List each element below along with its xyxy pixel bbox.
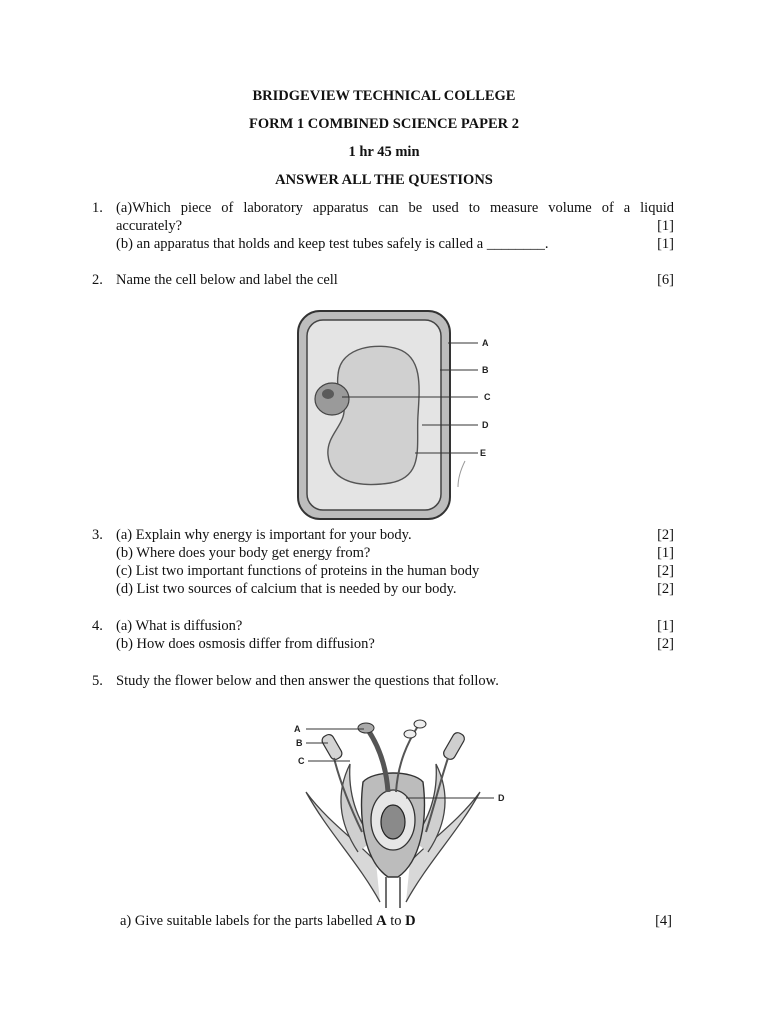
question-3c: (c) List two important functions of proteins in the human body: [116, 563, 480, 579]
question-5-text: Study the flower below and then answer the questions that follow.: [116, 673, 499, 689]
mark: [2]: [657, 527, 674, 543]
question-3: [92, 526, 674, 598]
question-number: 2.: [92, 272, 103, 288]
flower-label-b: B: [296, 738, 303, 748]
cell-label-e: E: [480, 448, 487, 458]
nucleus: [315, 383, 349, 415]
stalk: [386, 877, 400, 908]
mark: [1]: [657, 618, 674, 634]
question-5a-text: [120, 912, 632, 930]
question-2-text: Name the cell below and label the cell: [116, 272, 338, 288]
cell-label-a: A: [482, 338, 489, 348]
instruction: ANSWER ALL THE QUESTIONS: [275, 172, 493, 188]
paper-title: FORM 1 COMBINED SCIENCE PAPER 2: [249, 116, 519, 132]
anther-top-2: [404, 730, 416, 738]
flower-label-c: C: [298, 756, 305, 766]
mark: [6]: [657, 272, 674, 288]
question-3d: (d) List two sources of calcium that is needed by our body.: [116, 581, 457, 597]
anther-top: [414, 720, 426, 728]
question-4: [92, 617, 674, 653]
question-number: 5.: [92, 673, 103, 689]
cell-label-d: D: [482, 420, 489, 430]
college-name: BRIDGEVIEW TECHNICAL COLLEGE: [252, 88, 516, 104]
question-3a: (a) Explain why energy is important for your body.: [116, 527, 412, 543]
question-1b: (b) an apparatus that holds and keep test tubes safely is called a ________.: [116, 236, 549, 252]
flower-label-a: A: [294, 724, 301, 734]
paper-duration: 1 hr 45 min: [348, 144, 420, 160]
question-1a-line2: accurately?: [116, 218, 183, 234]
question-5a-mid: to: [386, 913, 406, 929]
question-2: [92, 271, 674, 289]
question-1a-line1: (a)Which piece of laboratory apparatus can be used to measure volume of a liquid: [116, 200, 674, 216]
stray-mark: [458, 461, 465, 487]
anther-right: [442, 731, 466, 761]
question-5a-prefix: a) Give suitable labels for the parts labelled: [120, 913, 377, 929]
question-1: [92, 199, 674, 253]
question-5: [92, 672, 674, 690]
mark: [2]: [657, 636, 674, 652]
question-5a-bold-d: D: [405, 913, 416, 929]
question-3b: (b) Where does your body get energy from?: [116, 545, 371, 561]
mark: [1]: [657, 218, 674, 234]
question-5a: [120, 912, 672, 930]
stigma: [358, 723, 374, 733]
question-number: 1.: [92, 200, 103, 216]
flower-label-d: D: [498, 793, 505, 803]
mark: [2]: [657, 563, 674, 579]
question-4b: (b) How does osmosis differ from diffusion?: [116, 636, 375, 652]
nucleolus: [322, 389, 334, 399]
question-number: 3.: [92, 527, 103, 543]
flower-diagram: [288, 712, 513, 908]
question-4a: (a) What is diffusion?: [116, 618, 243, 634]
mark: [2]: [657, 581, 674, 597]
question-number: 4.: [92, 618, 103, 634]
mark: [1]: [657, 236, 674, 252]
mark: [1]: [657, 545, 674, 561]
question-5a-bold-a: A: [376, 913, 387, 929]
cell-label-c: C: [484, 392, 491, 402]
anther-left: [320, 733, 343, 762]
mark: [4]: [655, 913, 672, 929]
cell-label-b: B: [482, 365, 489, 375]
ovule: [381, 805, 405, 839]
plant-cell-diagram: [290, 305, 505, 527]
